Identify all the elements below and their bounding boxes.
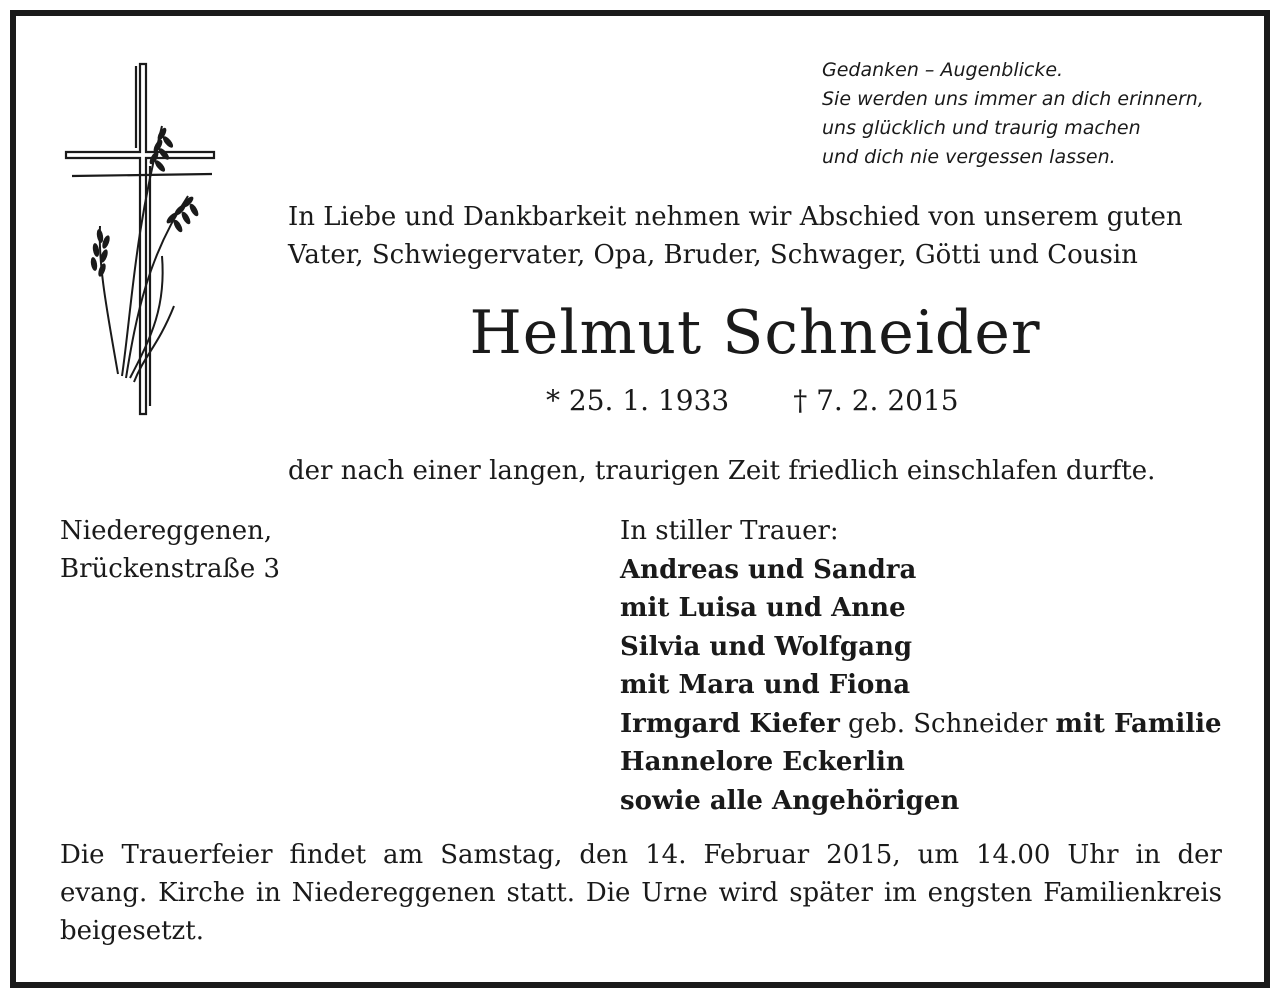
poem-line: Gedanken – Augenblicke. (822, 59, 1064, 81)
poem-line: Sie werden uns immer an dich erinnern, (822, 88, 1204, 110)
funeral-line: beigesetzt. (60, 916, 204, 946)
intro-line: In Liebe und Dankbarkeit nehmen wir Abschied von unserem guten (288, 202, 1183, 232)
address-line: Niedereggenen, (60, 516, 273, 546)
mourner-line (620, 705, 1222, 744)
deceased-name: Helmut Schneider (469, 298, 1041, 368)
mourner-family: mit Familie (1055, 708, 1222, 739)
mourner-line: Andreas und Sandra (620, 554, 917, 585)
life-dates (546, 384, 959, 417)
birth-date: * 25. 1. 1933 (546, 384, 730, 417)
death-date: † 7. 2. 2015 (793, 384, 959, 417)
address-line: Brückenstraße 3 (60, 554, 281, 584)
poem-line: uns glücklich und traurig machen (822, 117, 1141, 139)
mourner-name: Irmgard Kiefer (620, 708, 840, 739)
mourners-list (620, 512, 1222, 820)
funeral-info (60, 836, 1222, 950)
poem-line: und dich nie vergessen lassen. (822, 146, 1116, 168)
mourner-line: sowie alle Angehörigen (620, 785, 960, 816)
mourner-line: mit Mara und Fiona (620, 670, 911, 700)
mourner-line: mit Luisa und Anne (620, 593, 906, 623)
mourner-line: Silvia und Wolfgang (620, 631, 913, 662)
mourner-line: Hannelore Eckerlin (620, 747, 905, 777)
poem (822, 56, 1204, 172)
mourners-heading: In stiller Trauer: (620, 516, 839, 546)
intro-line: Vater, Schwiegervater, Opa, Bruder, Schwager, Götti und Cousin (288, 240, 1138, 270)
funeral-line: evang. Kirche in Niedereggenen statt. Die Urne wird später im engsten Familienkreis (60, 878, 1222, 908)
cross-with-wheat-icon (62, 56, 232, 416)
funeral-line: Die Trauerfeier findet am Samstag, den 14. Februar 2015, um 14.00 Uhr in der (60, 840, 1222, 870)
mourner-birth-name: geb. Schneider (848, 708, 1048, 739)
closing-text: der nach einer langen, traurigen Zeit friedlich einschlafen durfte. (288, 456, 1156, 486)
address (60, 512, 280, 588)
obituary-notice (10, 10, 1270, 988)
intro-text (288, 198, 1222, 274)
